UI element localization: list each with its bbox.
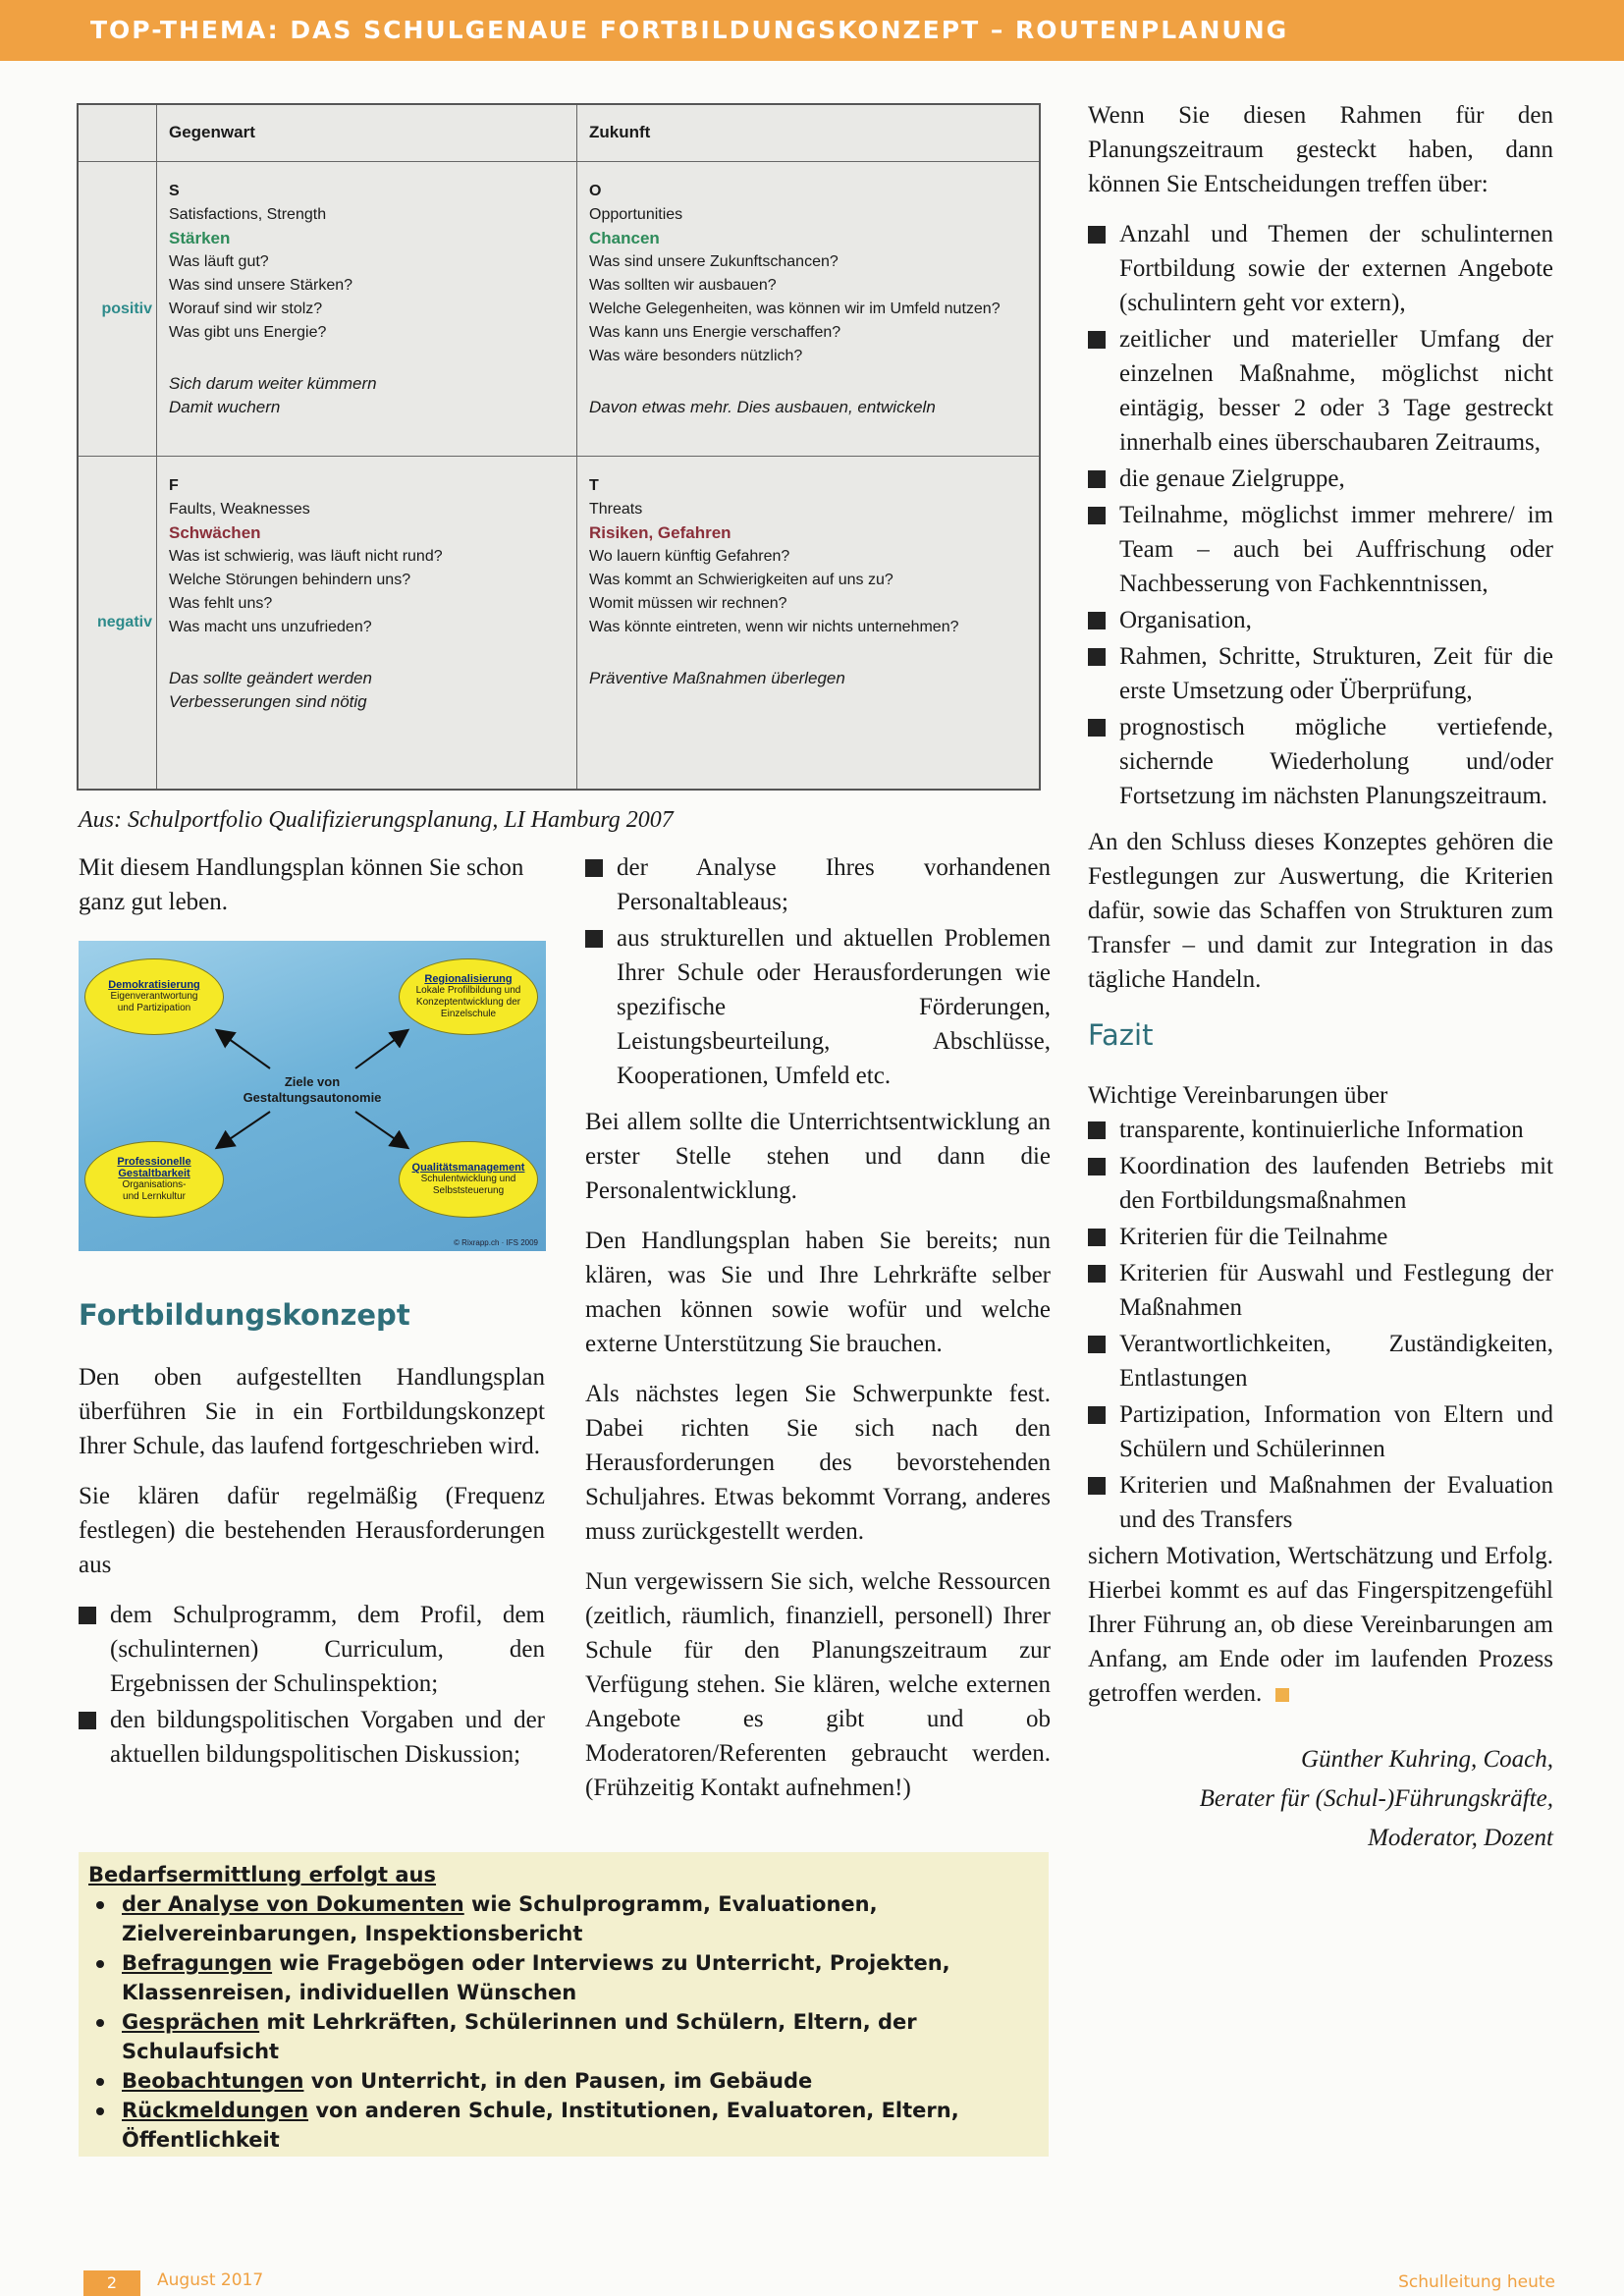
bullet-square-icon	[1088, 1477, 1106, 1495]
author-signature	[1088, 1740, 1553, 1858]
swot-category: Stärken	[169, 229, 231, 247]
bullet-square-icon	[1088, 648, 1106, 666]
end-mark-icon	[1275, 1688, 1289, 1702]
oval-title: Demokratisierung	[108, 979, 200, 991]
swot-question: Was kommt an Schwierigkeiten auf uns zu?	[589, 572, 893, 588]
swot-question: Was fehlt uns?	[169, 595, 273, 612]
bullet-square-icon	[1088, 1265, 1106, 1283]
list-item: der Analyse von Dokumenten wie Schulprogramm, Evaluationen, Zielvereinbarungen, Inspektionsbericht	[88, 1889, 1039, 1948]
col3-body	[1088, 98, 1553, 1858]
swot-question: Was läuft gut?	[169, 253, 269, 270]
swot-note: Verbesserungen sind nötig	[169, 692, 367, 711]
swot-threats-cell	[577, 457, 1039, 789]
col3-paragraph: Wenn Sie diesen Rahmen für den Planungszeitraum gesteckt haben, dann können Sie Entscheidungen treffen über:	[1088, 102, 1553, 197]
arrow-bl	[218, 1112, 270, 1147]
fazit-list	[1088, 1113, 1553, 1537]
bullet-dot-icon	[96, 1901, 104, 1909]
swot-question: Welche Gelegenheiten, was können wir im Umfeld nutzen?	[589, 301, 1001, 317]
fazit-closing: sichern Motivation, Wertschätzung und Erfolg. Hierbei kommt es auf das Fingerspitzengefühl Ihrer Führung an, ob diese Vereinbarungen am Anfang, am Ende oder im laufenden Prozess getroffen werden.	[1088, 1543, 1553, 1707]
list-item: Kriterien für Auswahl und Festlegung der Maßnahmen	[1088, 1256, 1553, 1325]
col2-paragraph: Nun vergewissern Sie sich, welche Ressourcen (zeitlich, räumlich, finanziell, personell) Ihrer Schule für den Planungszeitraum zur Verfügung stehen. Sie klären, welche externen Angebote es gibt und ob Moderatoren/Referenten gebraucht werden. (Frühzeitig Kontakt aufnehmen!)	[585, 1568, 1051, 1801]
col1-intro	[79, 850, 545, 935]
bullet-square-icon	[1088, 719, 1106, 737]
swot-question: Was sind unsere Zukunftschancen?	[589, 253, 839, 270]
author-line: Moderator, Dozent	[1368, 1825, 1553, 1851]
oval-line: Selbststeuerung	[432, 1185, 505, 1196]
challenges-list	[79, 1598, 545, 1772]
bullet-square-icon	[1088, 331, 1106, 349]
fazit-intro: Wichtige Vereinbarungen über	[1088, 1082, 1388, 1109]
col3-paragraph: An den Schluss dieses Konzeptes gehören die Festlegungen zur Auswertung, die Kriterien dafür, sowie das Schaffen von Strukturen zum Transfer – und damit zur Integration in das tägliche Handeln.	[1088, 829, 1553, 993]
bullet-square-icon	[1088, 1406, 1106, 1424]
swot-subtitle: Satisfactions, Strength	[169, 206, 327, 223]
oval-title: Regionalisierung	[424, 973, 513, 985]
list-item: Koordination des laufenden Betriebs mit den Fortbildungsmaßnahmen	[1088, 1149, 1553, 1218]
diagram-center-label	[214, 1074, 410, 1106]
oval-line: Einzelschule	[440, 1009, 497, 1019]
swot-note: Präventive Maßnahmen überlegen	[589, 669, 845, 687]
list-item: Kriterien und Maßnahmen der Evaluation und des Transfers	[1088, 1468, 1553, 1537]
list-item: den bildungspolitischen Vorgaben und der aktuellen bildungspolitischen Diskussion;	[79, 1703, 545, 1772]
swot-letter: S	[169, 183, 180, 199]
oval-demokratisierung	[84, 958, 224, 1035]
author-line: Berater für (Schul-)Führungskräfte,	[1199, 1785, 1553, 1812]
swot-category: Risiken, Gefahren	[589, 523, 731, 542]
swot-question: Worauf sind wir stolz?	[169, 301, 323, 317]
bullet-square-icon	[79, 1607, 96, 1624]
page-number: 2	[83, 2270, 140, 2296]
bullet-square-icon	[1088, 507, 1106, 524]
swot-letter: T	[589, 477, 599, 494]
swot-faults-cell	[157, 457, 577, 789]
bullet-square-icon	[1088, 1121, 1106, 1139]
list-item: Beobachtungen von Unterricht, in den Pausen, im Gebäude	[88, 2066, 1039, 2096]
center-line: Ziele von	[284, 1074, 341, 1089]
intro-paragraph: Mit diesem Handlungsplan können Sie schon ganz gut leben.	[79, 854, 524, 915]
oval-qualitaetsmanagement	[399, 1141, 538, 1218]
swot-question: Welche Störungen behindern uns?	[169, 572, 411, 588]
center-line: Gestaltungsautonomie	[243, 1090, 382, 1105]
list-item: transparente, kontinuierliche Information	[1088, 1113, 1553, 1147]
list-item: Gesprächen mit Lehrkräften, Schülerinnen und Schülern, Eltern, der Schulaufsicht	[88, 2007, 1039, 2066]
oval-title: Qualitätsmanagement	[411, 1162, 525, 1174]
fortbildung-paragraph-2: Sie klären dafür regelmäßig (Frequenz festlegen) die bestehenden Herausforderungen aus	[79, 1483, 545, 1578]
fortbildung-paragraph-1: Den oben aufgestellten Handlungsplan überführen Sie in ein Fortbildungskonzept Ihrer Schule, das laufend fortgeschrieben wird.	[79, 1364, 545, 1459]
swot-letter: F	[169, 477, 179, 494]
oval-professionelle-gestaltbarkeit	[84, 1141, 224, 1218]
swot-corner	[79, 105, 157, 162]
swot-table	[77, 103, 1041, 791]
bullet-square-icon	[1088, 1336, 1106, 1353]
bullet-square-icon	[585, 859, 603, 877]
list-item: Rückmeldungen von anderen Schule, Institutionen, Evaluatoren, Eltern, Öffentlichkeit	[88, 2096, 1039, 2155]
bullet-dot-icon	[96, 1960, 104, 1968]
col2-paragraph: Bei allem sollte die Unterrichtsentwicklung an erster Stelle stehen und dann die Personalentwicklung.	[585, 1109, 1051, 1204]
header-title: TOP-THEMA: DAS SCHULGENAUE FORTBILDUNGSKONZEPT – ROUTENPLANUNG	[90, 16, 1289, 44]
bullet-square-icon	[1088, 612, 1106, 629]
swot-note: Damit wuchern	[169, 398, 281, 416]
swot-letter: O	[589, 183, 602, 199]
bullet-square-icon	[79, 1712, 96, 1729]
swot-strengths-cell	[157, 162, 577, 457]
swot-note: Das sollte geändert werden	[169, 669, 372, 687]
author-line: Günther Kuhring, Coach,	[1301, 1746, 1553, 1773]
oval-line: Eigenverantwortung	[110, 991, 198, 1002]
oval-line: Konzeptentwicklung der	[415, 997, 521, 1008]
swot-note: Davon etwas mehr. Dies ausbauen, entwickeln	[589, 398, 936, 416]
swot-note: Sich darum weiter kümmern	[169, 374, 377, 393]
swot-question: Was wäre besonders nützlich?	[589, 348, 803, 364]
bullet-square-icon	[585, 930, 603, 948]
bullet-dot-icon	[96, 2019, 104, 2027]
challenges-list-continued	[585, 850, 1051, 1093]
col2-paragraph: Als nächstes legen Sie Schwerpunkte fest. Dabei richten Sie sich nach den Herausforderungen des bevorstehenden Schuljahres. Etwas bekommt Vorrang, anderes muss zurückgestellt werden.	[585, 1381, 1051, 1545]
list-item: aus strukturellen und aktuellen Problemen Ihrer Schule oder Herausforderungen wie spezifische Förderungen, Leistungsbeurteilung, Abschlüsse, Kooperationen, Umfeld etc.	[585, 921, 1051, 1093]
needs-assessment-box	[79, 1852, 1049, 2157]
list-item: Rahmen, Schritte, Strukturen, Zeit für die erste Umsetzung oder Überprüfung,	[1088, 639, 1553, 708]
diagram-copyright: © Rixrapp.ch · IFS 2009	[454, 1238, 538, 1247]
box-heading: Bedarfsermittlung erfolgt aus	[88, 1863, 437, 1886]
section-heading-fazit: Fazit	[1088, 1018, 1154, 1052]
oval-line: und Lernkultur	[123, 1191, 186, 1202]
oval-line: Lokale Profilbildung und	[415, 985, 521, 996]
bullet-dot-icon	[96, 2078, 104, 2086]
list-item: dem Schulprogramm, dem Profil, dem (schulinternen) Curriculum, den Ergebnissen der Schulinspektion;	[79, 1598, 545, 1701]
swot-row-positive: positiv	[79, 162, 157, 457]
swot-question: Was kann uns Energie verschaffen?	[589, 324, 841, 341]
oval-regionalisierung	[399, 958, 538, 1035]
bullet-square-icon	[1088, 1229, 1106, 1246]
list-item: die genaue Zielgruppe,	[1088, 462, 1553, 496]
swot-question: Was ist schwierig, was läuft nicht rund?	[169, 548, 443, 565]
section-heading-fortbildungskonzept: Fortbildungskonzept	[79, 1298, 410, 1332]
oval-line: und Partizipation	[117, 1003, 191, 1013]
swot-opportunities-cell	[577, 162, 1039, 457]
box-list	[88, 1889, 1039, 2155]
list-item: prognostisch mögliche vertiefende, sichernde Wiederholung und/oder Fortsetzung im nächsten Planungszeitraum.	[1088, 710, 1553, 813]
bullet-square-icon	[1088, 1158, 1106, 1175]
arrow-br	[355, 1112, 406, 1147]
list-item: Partizipation, Information von Eltern und Schülern und Schülerinnen	[1088, 1397, 1553, 1466]
table-caption: Aus: Schulportfolio Qualifizierungsplanung, LI Hamburg 2007	[79, 807, 674, 833]
list-item: der Analyse Ihres vorhandenen Personaltableaus;	[585, 850, 1051, 919]
arrow-tr	[355, 1031, 406, 1068]
swot-category: Chancen	[589, 229, 660, 247]
list-item: Anzahl und Themen der schulinternen Fortbildung sowie der externen Angebote (schulintern geht vor extern),	[1088, 217, 1553, 320]
swot-question: Wo lauern künftig Gefahren?	[589, 548, 790, 565]
swot-row-negative: negativ	[79, 457, 157, 789]
swot-question: Was könnte eintreten, wenn wir nichts unternehmen?	[589, 619, 959, 635]
swot-question: Was sind unsere Stärken?	[169, 277, 353, 294]
swot-question: Was macht uns unzufrieden?	[169, 619, 372, 635]
list-item: Teilnahme, möglichst immer mehrere/ im Team – auch bei Auffrischung oder Nachbesserung von Fachkenntnissen,	[1088, 498, 1553, 601]
oval-title: Professionelle Gestaltbarkeit	[117, 1156, 191, 1179]
bullet-square-icon	[1088, 226, 1106, 244]
bullet-square-icon	[1088, 470, 1106, 488]
oval-line: Organisations-	[122, 1179, 187, 1190]
list-item: Organisation,	[1088, 603, 1553, 637]
list-item: Kriterien für die Teilnahme	[1088, 1220, 1553, 1254]
col2-body	[585, 850, 1051, 1821]
list-item: Befragungen wie Fragebögen oder Interviews zu Unterricht, Projekten, Klassenreisen, individuellen Wünschen	[88, 1948, 1039, 2007]
decisions-list	[1088, 217, 1553, 813]
list-item: Verantwortlichkeiten, Zuständigkeiten, Entlastungen	[1088, 1327, 1553, 1395]
swot-col-future: Zukunft	[577, 105, 1039, 162]
autonomy-diagram	[79, 941, 546, 1251]
swot-subtitle: Faults, Weaknesses	[169, 501, 310, 518]
col1-body	[79, 1360, 545, 1783]
oval-line: Schulentwicklung und	[420, 1174, 516, 1184]
swot-question: Was gibt uns Energie?	[169, 324, 327, 341]
header-bar	[0, 0, 1624, 61]
magazine-name: Schulleitung heute	[1398, 2272, 1555, 2292]
arrow-tl	[218, 1031, 270, 1068]
bullet-dot-icon	[96, 2107, 104, 2115]
swot-subtitle: Threats	[589, 501, 643, 518]
list-item: zeitlicher und materieller Umfang der einzelnen Maßnahme, möglichst nicht eintägig, besser 2 oder 3 Tage gestreckt innerhalb eines überschaubaren Zeitraums,	[1088, 322, 1553, 460]
swot-category: Schwächen	[169, 523, 261, 542]
col2-paragraph: Den Handlungsplan haben Sie bereits; nun klären, was Sie und Ihre Lehrkräfte selber machen können sowie wofür und welche externe Unterstützung Sie brauchen.	[585, 1228, 1051, 1357]
issue-date: August 2017	[157, 2270, 264, 2290]
swot-col-present: Gegenwart	[157, 105, 577, 162]
swot-subtitle: Opportunities	[589, 206, 683, 223]
swot-question: Womit müssen wir rechnen?	[589, 595, 787, 612]
swot-question: Was sollten wir ausbauen?	[589, 277, 777, 294]
